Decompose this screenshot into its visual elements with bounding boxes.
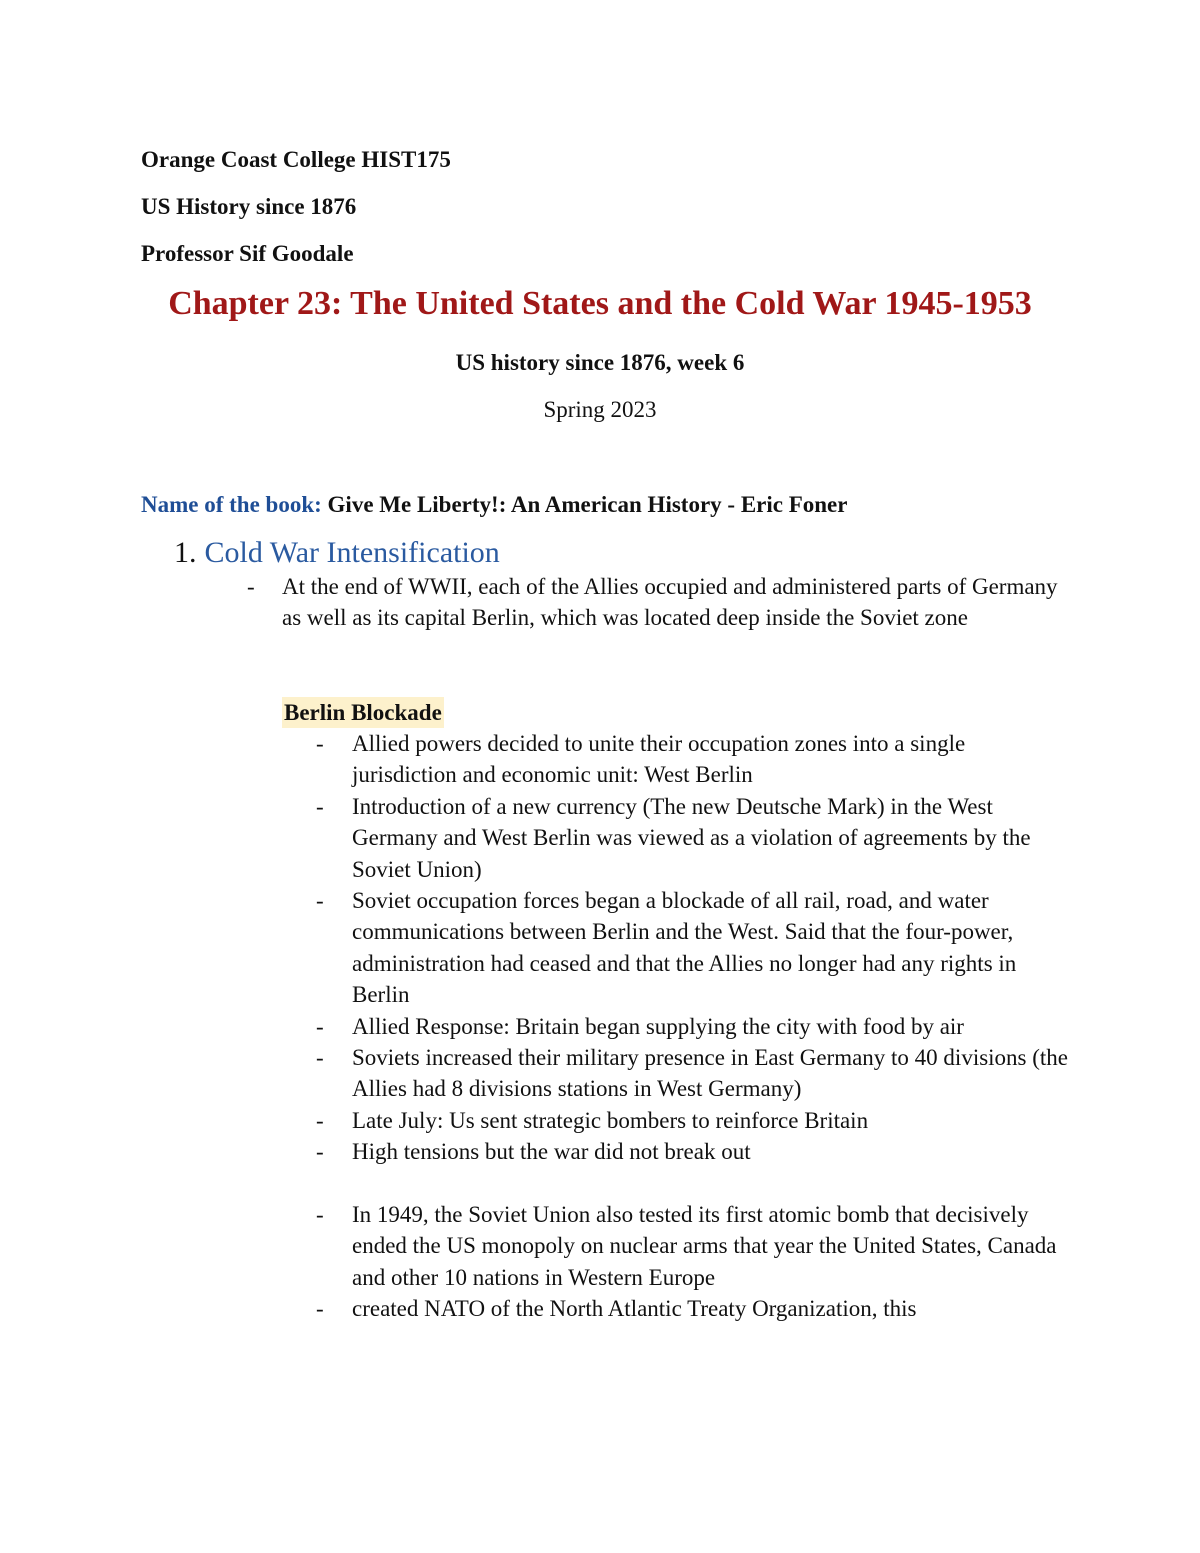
section-heading: [174, 534, 500, 572]
week-subtitle: US history since 1876, week 6: [455, 350, 745, 375]
section-title: Cold War Intensification: [204, 536, 500, 569]
chapter-title: Chapter 23: The United States and the Cold War 1945-1953: [168, 285, 1032, 322]
dash-bullet-icon: -: [316, 1296, 324, 1322]
list-item: - Soviet occupation forces began a blockade of all rail, road, and water communications between Berlin and the West. Said that the four-power, administration had ceased and that the Allies no longer had any rights in Berlin: [352, 885, 1072, 1011]
dash-bullet-icon: -: [316, 1202, 324, 1228]
dash-bullet-icon: -: [316, 1107, 324, 1133]
dash-bullet-icon: -: [316, 1139, 324, 1165]
book-label: Name of the book:: [141, 492, 322, 517]
term-label: Spring 2023: [543, 397, 657, 422]
dash-bullet-icon: -: [316, 1045, 324, 1071]
list-item: - Soviets increased their military presence in East Germany to 40 divisions (the Allies had 8 divisions stations in West Germany): [352, 1042, 1072, 1105]
dash-bullet-icon: -: [316, 1013, 324, 1039]
dash-bullet-icon: -: [316, 793, 324, 819]
book-title: Give Me Liberty!: An American History - Eric Foner: [327, 492, 848, 517]
list-item: - created NATO of the North Atlantic Treaty Organization, this: [352, 1293, 1072, 1324]
list-item: - Introduction of a new currency (The new Deutsche Mark) in the West Germany and West Berlin was viewed as a violation of agreements by the Soviet Union): [352, 791, 1072, 885]
dash-bullet-icon: -: [316, 888, 324, 914]
section-number: 1.: [174, 536, 197, 569]
dash-bullet-icon: -: [316, 731, 324, 756]
course-line: Orange Coast College HIST175: [141, 147, 451, 172]
list-item: - In 1949, the Soviet Union also tested its first atomic bomb that decisively ended the US monopoly on nuclear arms that year the United States, Canada and other 10 nations in Western Europe: [352, 1199, 1072, 1293]
list-item: - At the end of WWII, each of the Allies occupied and administered parts of Germany as well as its capital Berlin, which was located deep inside the Soviet zone: [282, 571, 1082, 634]
professor-line: Professor Sif Goodale: [141, 241, 354, 266]
dash-bullet-icon: -: [247, 574, 255, 599]
list-item: - Allied powers decided to unite their occupation zones into a single jurisdiction and economic unit: West Berlin: [352, 728, 1072, 791]
list-item: - Late July: Us sent strategic bombers to reinforce Britain: [352, 1105, 1072, 1136]
section-bullet-list: [247, 571, 1082, 634]
list-item: - Allied Response: Britain began supplying the city with food by air: [352, 1011, 1072, 1042]
blockade-bullet-list: [316, 728, 1072, 1325]
list-item: - High tensions but the war did not break out: [352, 1136, 1072, 1167]
subject-line: US History since 1876: [141, 194, 357, 219]
subheading-berlin-blockade: Berlin Blockade: [282, 697, 444, 728]
book-line: [141, 491, 847, 519]
